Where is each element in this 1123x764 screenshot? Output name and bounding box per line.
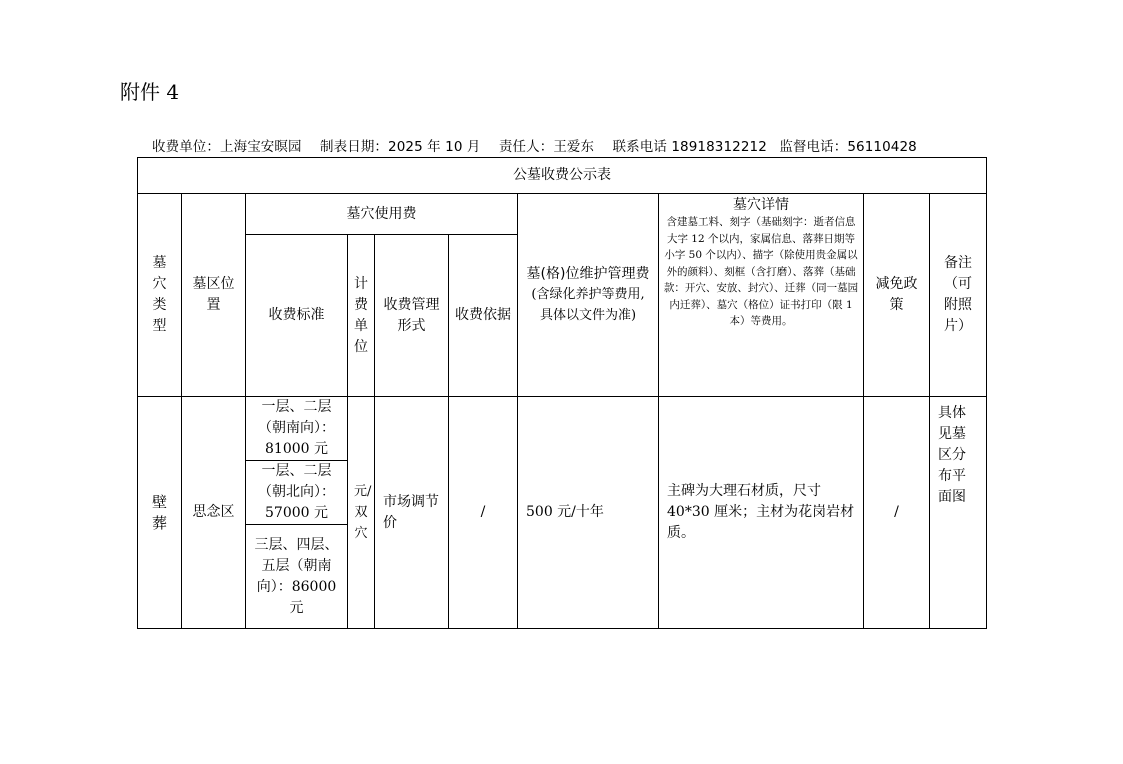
header-remark: 备注（可附照片）: [930, 194, 987, 397]
row-maintenance-fee: 500 元/十年: [518, 397, 659, 629]
fee-standard-item: 一层、二层（朝北向）：57000 元: [246, 461, 348, 525]
contact-phone: 联系电话 18918312212: [612, 139, 767, 155]
row-fee-basis: /: [449, 397, 518, 629]
row-management-form: 市场调节价: [375, 397, 449, 629]
table-date: 制表日期：2025 年 10 月: [320, 139, 481, 155]
fee-table: [137, 157, 987, 629]
table-title: 公墓收费公示表: [138, 158, 987, 194]
row-reduction-policy: /: [864, 397, 930, 629]
header-fee-standard: 收费标准: [246, 235, 348, 397]
attachment-label: 附件 4: [120, 80, 180, 104]
supervision-phone: 监督电话：56110428: [779, 139, 917, 155]
header-usage-fee: 墓穴使用费: [246, 194, 518, 235]
header-billing-unit: 计费单位: [348, 235, 375, 397]
responsible-person: 责任人：王爱东: [498, 139, 595, 155]
header-area: 墓区位置: [182, 194, 246, 397]
header-management-form: 收费管理形式: [375, 235, 449, 397]
fee-standard-item: 三层、四层、五层（朝南向）：86000 元: [246, 525, 348, 629]
row-area: 思念区: [182, 397, 246, 629]
header-tomb-type: 墓穴类型: [138, 194, 182, 397]
header-fee-basis: 收费依据: [449, 235, 518, 397]
row-tomb-type: 壁葬: [138, 397, 182, 629]
fee-unit: 收费单位：上海宝安暝园: [152, 139, 302, 155]
row-billing-unit: 元/双穴: [348, 397, 375, 629]
header-maintenance-fee: 墓(格)位维护管理费 (含绿化养护等费用,具体以文件为准): [518, 194, 659, 397]
fee-standard-item: 一层、二层（朝南向）：81000 元: [246, 397, 348, 461]
row-tomb-detail: 主碑为大理石材质，尺寸 40*30 厘米；主材为花岗岩材质。: [659, 397, 864, 629]
header-tomb-detail: 墓穴详情 含建墓工料、刻字（基础刻字：逝者信息大字 12 个以内，家属信息、落葬日期等小字 50 个以内）、描字（除使用贵金属以外的颜料）、刻框（含打磨）、落葬（基础款：开穴、安放、封穴）、迁葬（同一墓园内迁葬）、墓穴（格位）证书打印（限 1 本）等费用。: [659, 194, 864, 397]
table-meta-line: [152, 135, 917, 155]
row-remark: 具体见墓区分布平面图: [930, 397, 987, 629]
header-reduction-policy: 减免政策: [864, 194, 930, 397]
